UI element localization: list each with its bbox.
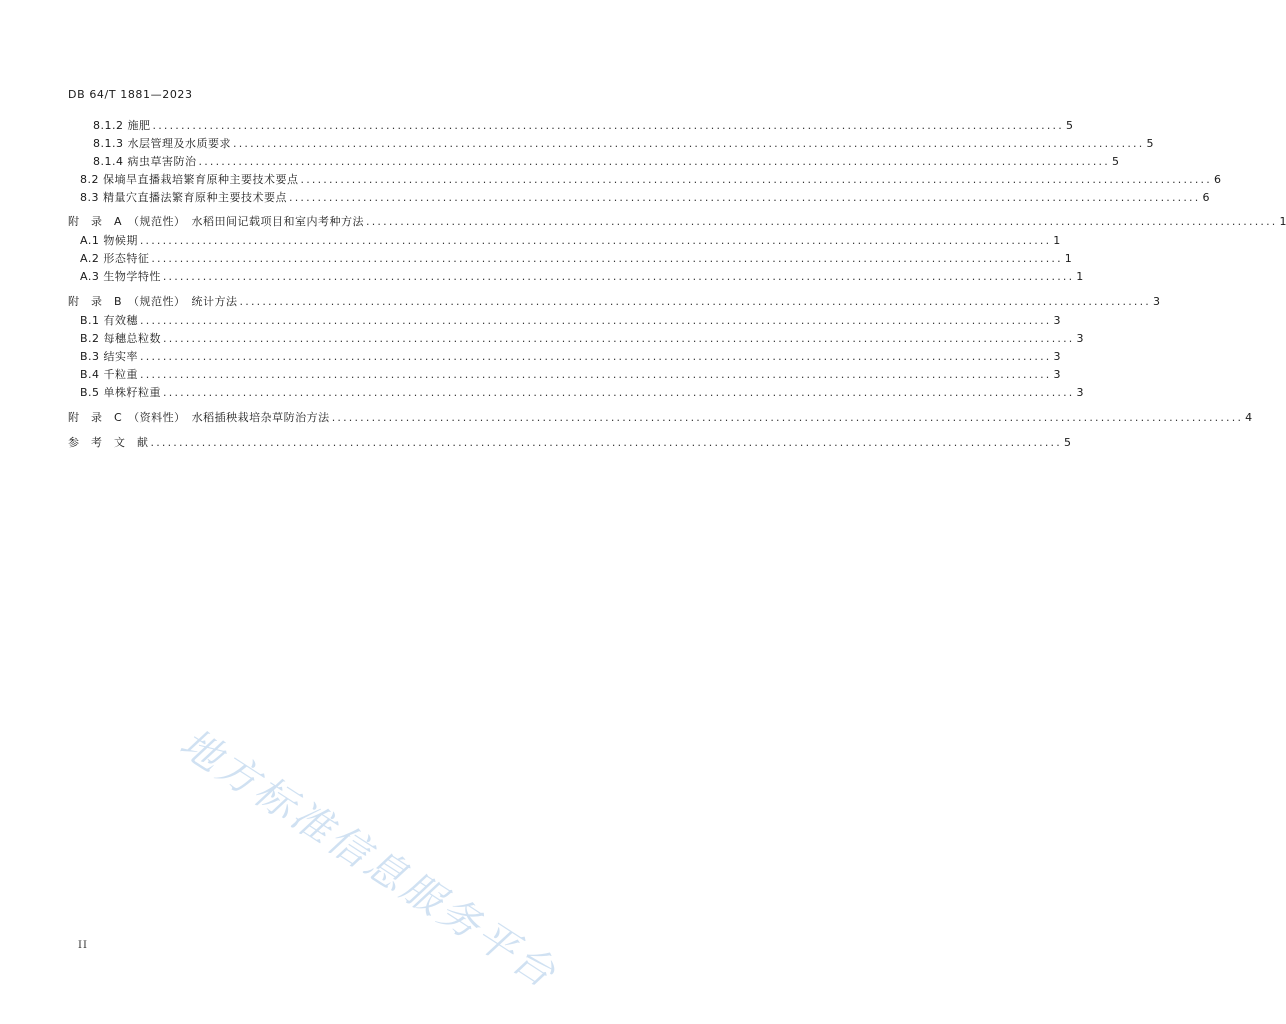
toc-leader-dots: ................................................................................................................................................................ — [140, 368, 1052, 381]
toc-entry-page: 3 — [1153, 295, 1160, 308]
toc-entry[interactable] — [80, 367, 1061, 383]
toc-leader-dots: ................................................................................................................................................................ — [140, 314, 1052, 327]
toc-entry[interactable] — [93, 118, 1073, 134]
toc-entry-page: 6 — [1202, 191, 1210, 204]
toc-entry-label: B.3 结实率 — [80, 350, 139, 363]
toc-entry[interactable] — [68, 214, 1286, 230]
toc-entry[interactable] — [80, 172, 1221, 188]
toc-entry-page: 3 — [1053, 368, 1061, 381]
toc-entry-label: 附 录 A （规范性） 水稻田间记载项目和室内考种方法 — [68, 215, 365, 228]
toc-entry[interactable] — [80, 313, 1061, 329]
toc-entry-page: 3 — [1053, 314, 1061, 327]
toc-entry-page: 5 — [1065, 119, 1073, 132]
toc-entry[interactable] — [80, 385, 1084, 401]
toc-leader-dots: ................................................................................................................................................................ — [150, 436, 1062, 449]
toc-entry-label: B.2 每穗总粒数 — [80, 332, 162, 345]
toc-entry-label: 附 录 C （资料性） 水稻插秧栽培杂草防治方法 — [68, 411, 330, 424]
toc-entry-label: 附 录 B （规范性） 统计方法 — [68, 295, 238, 308]
toc-leader-dots: ................................................................................................................................................................ — [198, 155, 1110, 168]
toc-entry[interactable] — [80, 190, 1210, 206]
toc-leader-dots: ................................................................................................................................................................ — [162, 270, 1075, 283]
toc-entry-page: 3 — [1076, 386, 1084, 399]
toc-leader-dots: ................................................................................................................................................................ — [239, 295, 1151, 308]
toc-entry-label: A.2 形态特征 — [80, 252, 150, 265]
toc-entry[interactable] — [80, 331, 1084, 347]
toc-entry-label: 8.1.4 病虫草害防治 — [93, 155, 197, 168]
toc-entry-label: 8.1.2 施肥 — [93, 119, 151, 132]
toc-leader-dots: ................................................................................................................................................................ — [331, 411, 1244, 424]
toc-entry[interactable] — [68, 294, 1160, 310]
toc-leader-dots: ................................................................................................................................................................ — [139, 234, 1052, 247]
toc-entry[interactable] — [68, 410, 1253, 426]
toc-leader-dots: ................................................................................................................................................................ — [140, 350, 1052, 363]
toc-entry-label: 参 考 文 献 — [68, 436, 149, 449]
toc-entry-page: 3 — [1076, 332, 1084, 345]
toc-entry[interactable] — [80, 233, 1061, 249]
toc-entry[interactable] — [93, 136, 1154, 152]
toc-leader-dots: ................................................................................................................................................................ — [289, 191, 1201, 204]
toc-leader-dots: ................................................................................................................................................................ — [300, 173, 1212, 186]
toc-entry[interactable] — [93, 154, 1119, 170]
document-id-header: DB 64/T 1881—2023 — [68, 88, 193, 101]
toc-entry-page: 1 — [1053, 234, 1061, 247]
toc-entry-page: 6 — [1213, 173, 1221, 186]
toc-leader-dots: ................................................................................................................................................................ — [163, 332, 1075, 345]
toc-entry-page: 1 — [1076, 270, 1084, 283]
toc-entry-page: 4 — [1245, 411, 1253, 424]
toc-entry-page: 1 — [1279, 215, 1286, 228]
toc-leader-dots: ................................................................................................................................................................ — [163, 386, 1075, 399]
toc-entry-label: 8.1.3 水层管理及水质要求 — [93, 137, 231, 150]
page-number: II — [78, 940, 88, 951]
toc-entry-page: 1 — [1064, 252, 1072, 265]
toc-entry[interactable] — [80, 269, 1084, 285]
toc-entry[interactable] — [80, 349, 1061, 365]
toc-entry-label: B.5 单株籽粒重 — [80, 386, 162, 399]
toc-entry-label: 8.3 精量穴直播法繁育原种主要技术要点 — [80, 191, 287, 204]
watermark-text: 地方标准信息服务平台 — [171, 720, 566, 999]
toc-entry-label: A.1 物候期 — [80, 234, 138, 247]
toc-entry[interactable] — [80, 251, 1072, 267]
toc-entry-page: 5 — [1063, 436, 1071, 449]
toc-entry-page: 3 — [1053, 350, 1061, 363]
toc-leader-dots: ................................................................................................................................................................ — [233, 137, 1145, 150]
toc-leader-dots: ................................................................................................................................................................ — [152, 119, 1064, 132]
toc-entry[interactable] — [68, 435, 1071, 451]
toc-entry-page: 5 — [1146, 137, 1154, 150]
toc-entry-page: 5 — [1111, 155, 1119, 168]
toc-entry-label: 8.2 保墒旱直播栽培繁育原种主要技术要点 — [80, 173, 299, 186]
toc-entry-label: B.1 有效穗 — [80, 314, 139, 327]
toc-leader-dots: ................................................................................................................................................................ — [366, 215, 1278, 228]
toc-entry-label: B.4 千粒重 — [80, 368, 139, 381]
toc-leader-dots: ................................................................................................................................................................ — [151, 252, 1063, 265]
toc-entry-label: A.3 生物学特性 — [80, 270, 161, 283]
